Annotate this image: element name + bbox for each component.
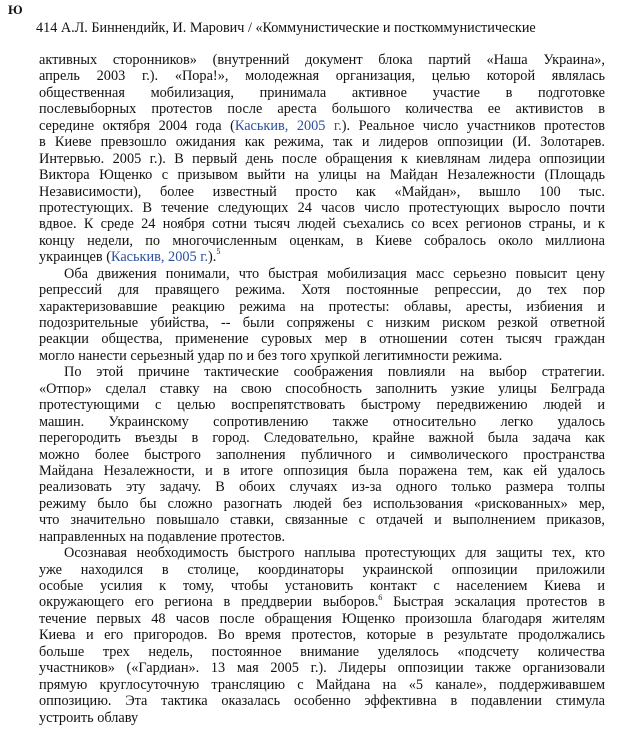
text-line [39,184,605,200]
text-run: течение первых 48 часов после обращения Ющенко произошла благодаря жителям [39,610,605,627]
text-run: Осознавая необходимость быстрого наплыва протестующих для защиты тех, кто [64,545,605,562]
text-line [39,397,605,413]
text-line [39,710,605,726]
text-run: реализовать эту задачу. В обоих случаях из-за одного только размера толпы [39,479,605,496]
text-line [39,200,605,216]
text-run: оппозицию. Эта тактика оказалась особенно эффективна в подавлении стимула [39,693,605,710]
text-line [39,693,605,709]
text-line [39,364,605,380]
text-line [39,430,605,446]
text-line [39,644,605,660]
text-run: активных сторонников» (внутренний документ блока партий «Наша Украина», [39,52,605,68]
text-run: репрессий для правящего режима. Хотя постоянные репрессии, до тех пор [39,282,605,299]
text-run: протестующих. В течение следующих 24 часов число протестующих выросло почти [39,199,605,216]
text-run: протестующими с целью воспрепятствовать быстрому передвижению людей и [39,397,605,414]
text-run: апрель 2003 г.). «Пора!», молодежная организация, целью которой являлась [39,68,605,85]
text-line [39,512,605,528]
text-run: Майдана Незалежности, и в итоге оппозиция была поражена тем, как ей удалось [39,462,605,479]
text-run: ). [208,249,217,266]
text-run: середине октября 2004 года ( [39,117,235,134]
text-line [39,101,605,117]
text-run: устроить облаву [39,709,139,726]
text-line [39,479,605,495]
text-line [39,348,605,364]
text-line [39,578,605,594]
text-run: вдвое. К среде 24 ноября сотни тысяч людей съехались со всех регионов страны, и к [39,216,605,233]
text-line [39,447,605,463]
text-line [39,627,605,643]
text-line [39,463,605,479]
text-run: больше трех недель, постоянное внимание уделялось «подсчету количества [39,643,605,660]
text-line [39,151,605,167]
text-run: режиму было бы сложно разогнать людей без использования «рискованных» мер, [39,495,605,512]
text-run: направленных на подавление протестов. [39,528,286,545]
text-line [39,52,605,68]
text-run: что значительно повышало ставки, связанные с отдачей и выполнением приказов, [39,512,605,529]
text-run: послевыборных протестов после ареста большого количества ее активистов в [39,101,605,118]
text-run: реакции общества, применение суровых мер в отношении сотен тысяч граждан [39,331,605,348]
text-run: уже находился в столице, координаторы украинской оппозиции приложили [39,561,605,578]
body-text [39,52,605,726]
text-run: подозрительные убийства, -- были сопряжены с низким риском резкой ответной [39,315,605,331]
text-line [39,249,605,265]
text-run: По этой причине тактические соображения повлияли на выбор стратегии. [64,364,605,381]
text-line [39,414,605,430]
text-run: украинцев ( [39,249,111,266]
text-line [39,282,605,298]
running-head: 414 А.Л. Биннендийк, И. Марович / «Коммунистические и посткоммунистические [36,20,536,36]
text-line [39,167,605,183]
footnote-marker: 5 [216,247,221,257]
text-line [39,381,605,397]
text-run: общественная мобилизация, принимала активное участие в подготовке [39,84,605,101]
citation-link: Каськив, 2005 г. [110,249,209,266]
text-run: характеризовавшие реакцию режима на протесты: облавы, аресты, избиения и [39,298,605,315]
text-run: «Отпор» сделал ставку на свою способность заполнить узкие улицы Белграда [39,380,605,397]
text-line [39,529,605,545]
text-line [39,315,605,331]
text-run: в Киеве превзошло ожидания как режима, так и лидеров оппозиции (И. Золотарев. [39,134,605,151]
text-run: ). Реальное число участников протестов [341,117,605,134]
text-line [39,660,605,676]
text-line [39,562,605,578]
text-run: Виктора Ющенко с призывом выйти на улицы на Майдан Незалежности (Площадь [39,167,605,184]
text-run: Киева и его пригородов. Во время протестов, которые в результате продолжались [39,627,605,644]
text-run: прямую круглосуточную трансляцию с Майдана на «5 канале», поддерживавшем [39,676,605,693]
text-run: Быстрая эскалация протестов в [382,594,605,611]
text-line [39,611,605,627]
text-run: Независимости), более известный просто как «Майдан», вышло 100 тыс. [39,183,605,200]
text-run: могло нанести серьезный удар по и без того хрупкой легитимности режима. [39,347,503,364]
text-run: участников» («Гардиан». 13 мая 2005 г.). Лидеры оппозиции также организовали [39,660,605,677]
text-run: Оба движения понимали, что быстрая мобилизация масс серьезно повысит цену [64,265,605,282]
text-run: перегородить въезды в город. Следовательно, крайне важной была задача как [39,430,605,447]
text-line [39,216,605,232]
text-line [39,496,605,512]
text-line [39,677,605,693]
text-line [39,594,605,610]
text-run: машин. Украинскому сопротивлению также относительно легко удалось [39,413,605,430]
text-line [39,134,605,150]
text-run: окружающего его региона в преддверии выборов. [39,594,379,611]
text-line [39,68,605,84]
text-line [39,118,605,134]
text-run: можно более быстрого заполнения публичного и символического пространства [39,446,605,463]
text-line [39,266,605,282]
citation-link: Каськив, 2005 г. [234,117,342,134]
text-run: концу недели, по многочисленным оценкам, в Киеве собралось около миллиона [39,232,605,249]
corner-mark: Ю [8,2,23,17]
text-line [39,299,605,315]
footnote-marker: 6 [378,592,383,602]
text-line [39,331,605,347]
text-run: особые усилия к тому, чтобы установить контакт с населением Киева и [39,578,605,594]
text-run: Интервью. 2005 г.). В первый день после обращения к киевлянам лидера оппозиции [39,150,605,167]
text-line [39,85,605,101]
text-line [39,545,605,561]
text-line [39,233,605,249]
